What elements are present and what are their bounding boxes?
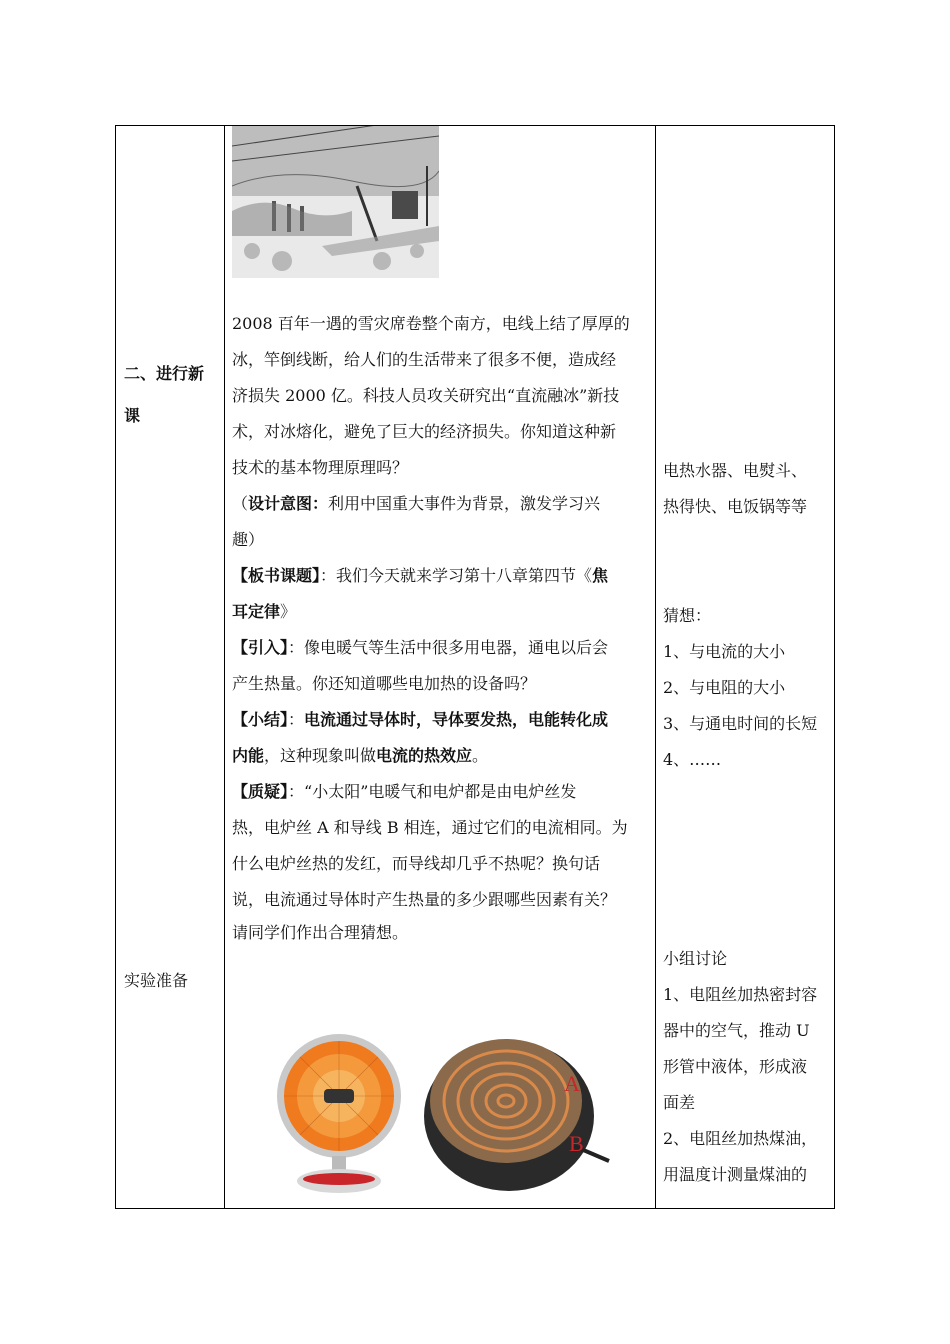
- summary-text: ，这种现象叫做: [264, 746, 377, 765]
- board-close: 》: [280, 602, 297, 621]
- discussion-list: [663, 941, 833, 1193]
- summary-colon: ：: [288, 710, 305, 729]
- intro-text: 产生热量。你还知道哪些电加热的设备吗？: [232, 674, 537, 693]
- heater-images: [274, 1021, 614, 1201]
- lesson-table: [115, 125, 835, 1209]
- discussion-line: 用温度计测量煤油的: [663, 1165, 808, 1184]
- sun-heater-icon: [277, 1034, 401, 1193]
- prep-label: 实验准备: [124, 971, 189, 990]
- summary-bold: 电流的热效应: [376, 746, 473, 765]
- intro-line: [232, 630, 648, 666]
- design-label: 设计意图：: [248, 494, 329, 513]
- text-line: 技术的基本物理原理吗？: [232, 458, 409, 477]
- snow-disaster-illustration: [232, 126, 439, 278]
- summary-end: 。: [472, 746, 489, 765]
- board-label: 【板书课题】: [232, 566, 321, 585]
- guess-line: 4、……: [663, 750, 722, 769]
- text-line: 术，对冰熔化，避免了巨大的经济损失。你知道这种新: [232, 422, 617, 441]
- board-title-cont: [232, 594, 648, 630]
- snow-disaster-photo: [232, 126, 439, 278]
- electric-stove-icon: [424, 1039, 609, 1191]
- summary-bold: 内能: [232, 746, 265, 765]
- devices-list: [663, 453, 833, 525]
- board-bold: 焦: [592, 566, 609, 585]
- section-title: [124, 353, 216, 437]
- label-b: B: [569, 1131, 584, 1156]
- question-label: 【质疑】: [232, 782, 289, 801]
- question-line: [232, 774, 648, 810]
- label-a: A: [564, 1071, 580, 1096]
- board-title: [232, 558, 648, 594]
- question-text: ：“小太阳”电暖气和电炉都是由电炉丝发: [288, 782, 577, 801]
- stage-column: [116, 126, 224, 1208]
- question-text: 说，电流通过导体时产生热量的多少跟哪些因素有关？: [232, 890, 617, 909]
- discussion-line: 面差: [663, 1093, 696, 1112]
- board-bold: 耳定律: [232, 602, 281, 621]
- summary-label: 【小结】: [232, 710, 289, 729]
- text-line: 2008 百年一遇的雪灾席卷整个南方，电线上结了厚厚的: [232, 314, 630, 333]
- section-title-line: 二、进行新: [124, 364, 205, 383]
- devices-line: 电热水器、电熨斗、: [663, 461, 808, 480]
- guess-line: 3、与通电时间的长短: [663, 714, 818, 733]
- text-line: 冰，竿倒线断，给人们的生活带来了很多不便，造成经: [232, 350, 617, 369]
- summary-bold: 电流通过导体时，导体要发热，电能转化成: [304, 710, 609, 729]
- heaters-illustration: [274, 1021, 614, 1201]
- guess-line: 2、与电阻的大小: [663, 678, 786, 697]
- intro-paragraph: [232, 306, 648, 948]
- text-line: 济损失 2000 亿。科技人员攻关研究出“直流融冰”新技: [232, 386, 620, 405]
- intro-label: 【引入】: [232, 638, 289, 657]
- discussion-line: 形管中液体，形成液: [663, 1057, 808, 1076]
- discussion-line: 器中的空气，推动 U: [663, 1021, 810, 1040]
- section-title-line: 课: [124, 406, 141, 425]
- design-text: 趣）: [232, 530, 265, 549]
- question-text: 什么电炉丝热的发红，而导线却几乎不热呢？换句话: [232, 854, 601, 873]
- summary-line: [232, 702, 648, 738]
- discussion-line: 1、电阻丝加热密封容: [663, 985, 818, 1004]
- discussion-line: 小组讨论: [663, 949, 728, 968]
- content-column: [224, 126, 655, 1208]
- design-intent: [232, 486, 648, 522]
- summary-line: [232, 738, 648, 774]
- question-text: 请同学们作出合理猜想。: [232, 923, 409, 942]
- intro-text: ：像电暖气等生活中很多用电器，通电以后会: [288, 638, 609, 657]
- guess-list: [663, 598, 833, 778]
- question-text: 热，电炉丝 A 和导线 B 相连，通过它们的电流相同。为: [232, 818, 628, 837]
- student-activity-column: [655, 126, 836, 1208]
- design-prefix: （: [232, 494, 249, 513]
- board-text: ：我们今天就来学习第十八章第四节《: [320, 566, 593, 585]
- guess-line: 猜想：: [663, 606, 712, 625]
- design-text: 利用中国重大事件为背景，激发学习兴: [328, 494, 601, 513]
- discussion-line: 2、电阻丝加热煤油，: [663, 1129, 818, 1148]
- guess-line: 1、与电流的大小: [663, 642, 786, 661]
- devices-line: 热得快、电饭锅等等: [663, 497, 808, 516]
